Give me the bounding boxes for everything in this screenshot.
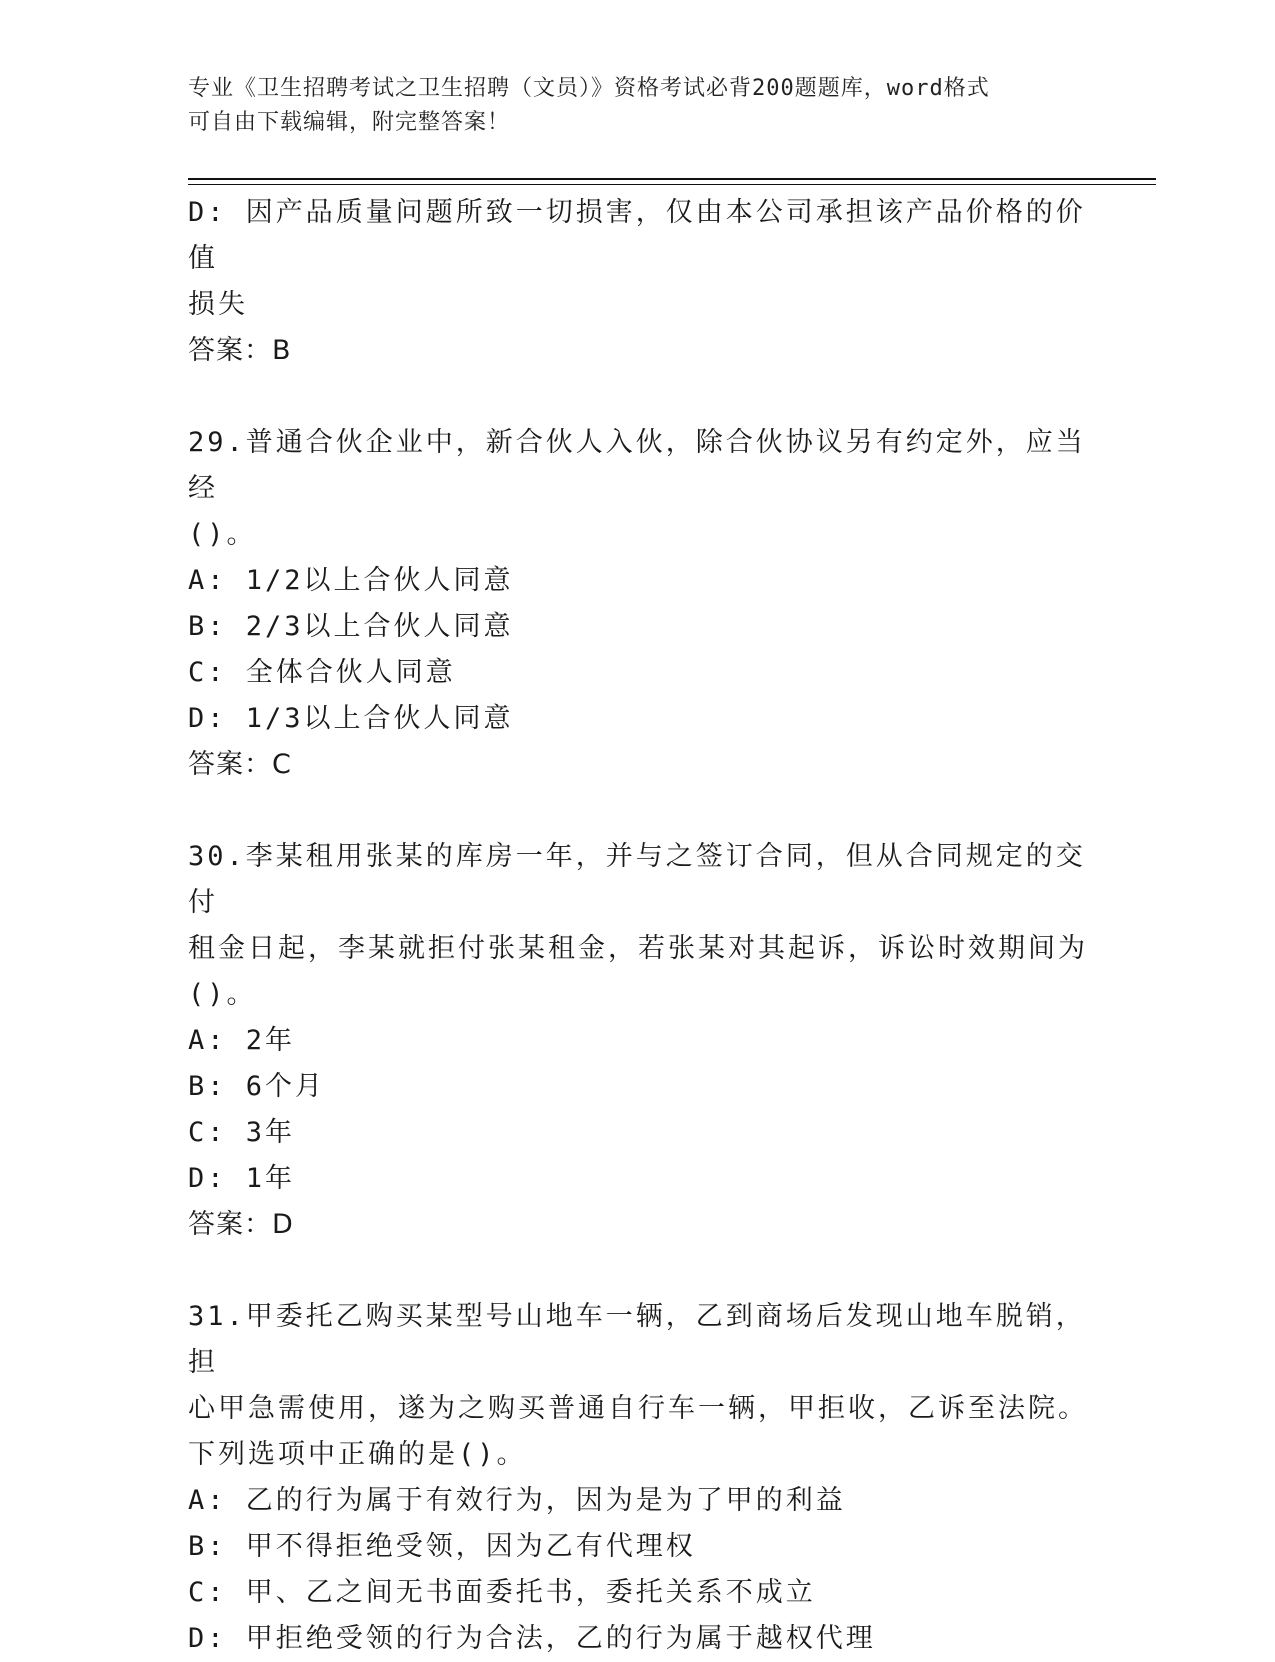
page-header — [188, 72, 1088, 140]
question-stem: 31.甲委托乙购买某型号山地车一辆，乙到商场后发现山地车脱销，担 — [188, 1301, 1086, 1378]
question-29 — [188, 420, 1088, 788]
spacer — [188, 1248, 1088, 1294]
spacer — [188, 374, 1088, 420]
answer-label: 答案：C — [188, 749, 292, 780]
option-b: B: 6个月 — [188, 1071, 326, 1102]
option-d: D: 因产品质量问题所致一切损害，仅由本公司承担该产品价格的价值 — [188, 197, 1086, 274]
option-b: B: 甲不得拒绝受领，因为乙有代理权 — [188, 1531, 696, 1562]
question-stem: 心甲急需使用，遂为之购买普通自行车一辆，甲拒收，乙诉至法院。 — [188, 1393, 1088, 1424]
question-stem: 下列选项中正确的是()。 — [188, 1439, 527, 1470]
spacer — [188, 788, 1088, 834]
option-c: C: 3年 — [188, 1117, 296, 1148]
option-d-continued: 损失 — [188, 289, 248, 320]
question-stem: 30.李某租用张某的库房一年，并与之签订合同，但从合同规定的交付 — [188, 841, 1086, 918]
question-stem: ()。 — [188, 979, 257, 1010]
prev-question — [188, 190, 1088, 374]
header-title-line-1: 专业《卫生招聘考试之卫生招聘（文员）》资格考试必背200题题库，word格式 — [188, 76, 990, 101]
header-title-line-2: 可自由下载编辑，附完整答案！ — [188, 110, 511, 135]
option-b: B: 2/3以上合伙人同意 — [188, 611, 514, 642]
document-body — [188, 190, 1088, 1662]
question-stem: ()。 — [188, 519, 257, 550]
option-a: A: 1/2以上合伙人同意 — [188, 565, 514, 596]
header-divider — [188, 178, 1156, 185]
option-d: D: 1年 — [188, 1163, 296, 1194]
option-d: D: 1/3以上合伙人同意 — [188, 703, 514, 734]
question-30 — [188, 834, 1088, 1248]
option-c: C: 全体合伙人同意 — [188, 657, 456, 688]
option-d: D: 甲拒绝受领的行为合法，乙的行为属于越权代理 — [188, 1623, 876, 1654]
option-c: C: 甲、乙之间无书面委托书，委托关系不成立 — [188, 1577, 816, 1608]
answer-label: 答案：D — [188, 1209, 294, 1240]
option-a: A: 乙的行为属于有效行为，因为是为了甲的利益 — [188, 1485, 846, 1516]
option-a: A: 2年 — [188, 1025, 296, 1056]
question-stem: 租金日起，李某就拒付张某租金，若张某对其起诉，诉讼时效期间为 — [188, 933, 1088, 964]
answer-label: 答案：B — [188, 335, 292, 366]
question-stem: 29.普通合伙企业中，新合伙人入伙，除合伙协议另有约定外，应当经 — [188, 427, 1086, 504]
question-31 — [188, 1294, 1088, 1662]
